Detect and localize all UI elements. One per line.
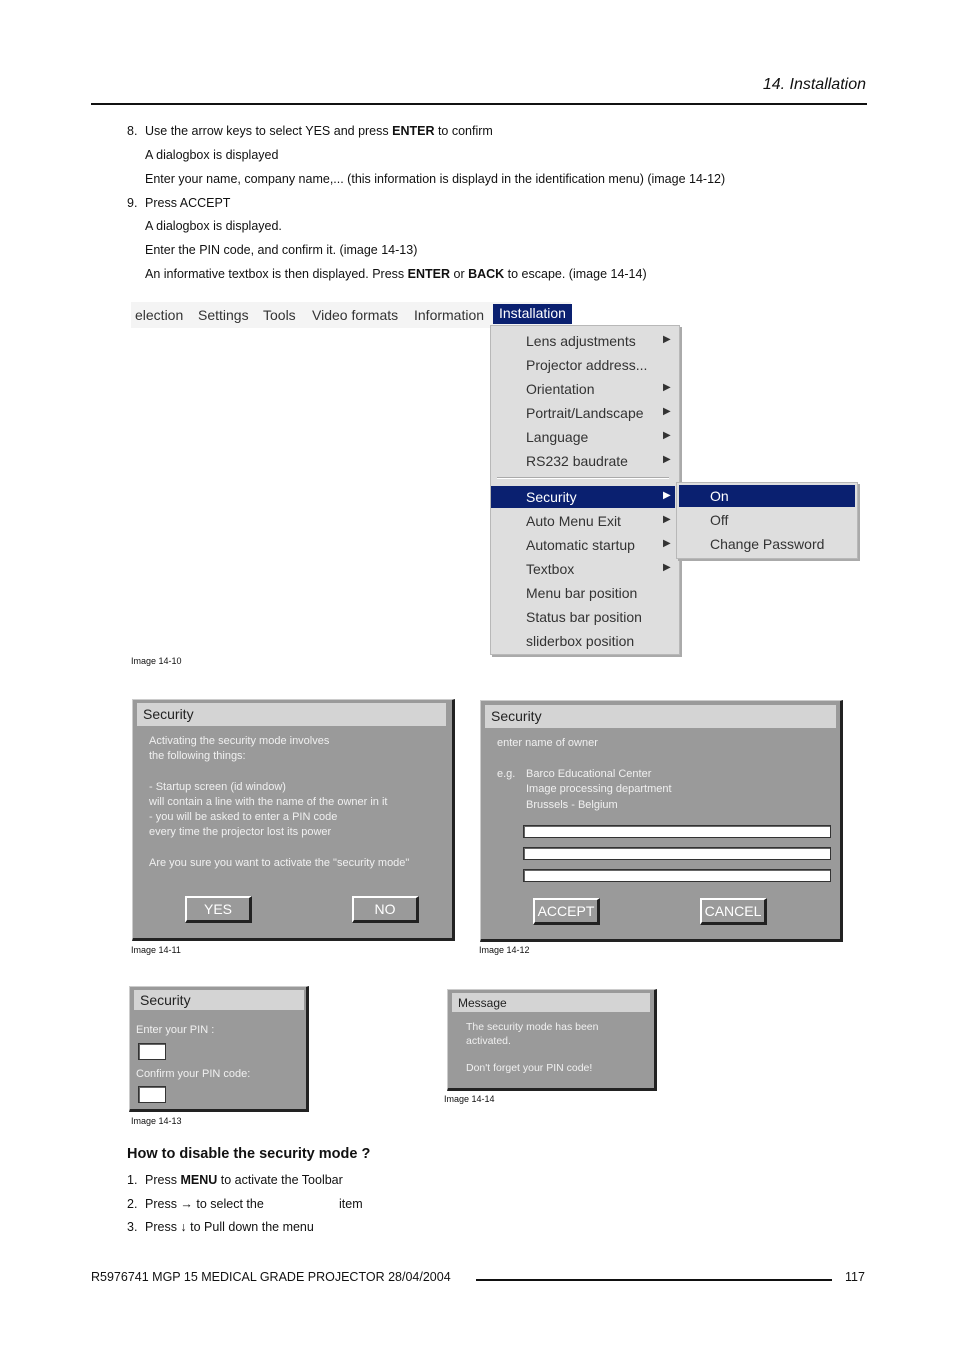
menu-option-sliderbox-position[interactable]: sliderbox position (526, 633, 635, 649)
menu-item-video-formats[interactable]: Video formats (312, 307, 399, 323)
image-caption: Image 14-11 (131, 945, 181, 955)
key-enter: ENTER (392, 124, 435, 138)
key-menu: MENU (180, 1173, 218, 1187)
menu-option-orientation[interactable]: Orientation ▶ (526, 381, 671, 397)
step-text: Use the arrow keys to select YES and press (145, 124, 393, 138)
image-caption: Image 14-14 (444, 1094, 495, 1104)
menu-item-tools[interactable]: Tools (263, 307, 296, 323)
image-caption: Image 14-10 (131, 656, 182, 666)
owner-name-field[interactable] (523, 825, 831, 838)
submenu-arrow-icon: ▶ (663, 490, 671, 501)
menu-option-auto-menu-exit[interactable]: Auto Menu Exit ▶ (526, 513, 671, 529)
submenu-arrow-icon: ▶ (663, 514, 671, 525)
example-label: e.g. (497, 768, 516, 780)
submenu-arrow-icon: ▶ (663, 406, 671, 417)
cancel-button[interactable]: CANCEL (700, 898, 767, 925)
submenu-option-on[interactable]: On (679, 485, 855, 507)
step-text: to confirm (434, 124, 493, 138)
menu-item-selection[interactable]: election (135, 307, 184, 323)
submenu-arrow-icon: ▶ (663, 334, 671, 345)
header-rule (91, 103, 867, 105)
step-text: A dialogbox is displayed. (145, 219, 282, 233)
menu-item-settings[interactable]: Settings (198, 307, 249, 323)
submenu-arrow-icon: ▶ (663, 430, 671, 441)
enter-pin-label: Enter your PIN : (136, 1024, 215, 1036)
section-title: 14. Installation (762, 76, 866, 93)
step-text: Enter your name, company name,... (this information is displayd in the identification menu) (image 14-12) (145, 172, 726, 186)
section-heading: How to disable the security mode ? (127, 1146, 371, 1162)
submenu-arrow-icon: ▶ (663, 562, 671, 573)
example-text: Barco Educational Center Image processing department Brussels - Belgium (526, 768, 672, 811)
no-button[interactable]: NO (352, 896, 419, 923)
confirm-pin-label: Confirm your PIN code: (136, 1068, 251, 1080)
owner-location-field[interactable] (523, 869, 831, 882)
yes-button[interactable]: YES (185, 896, 252, 923)
security-submenu (676, 482, 858, 559)
accept-button[interactable]: ACCEPT (533, 898, 600, 925)
security-dialog-confirm (132, 699, 455, 941)
confirm-pin-input[interactable] (138, 1086, 166, 1103)
dialog-title-bar: Security (134, 990, 304, 1010)
dialog-title-bar: Security (485, 705, 836, 728)
menu-item-information[interactable]: Information (414, 307, 485, 323)
image-caption: Image 14-12 (479, 945, 530, 955)
key-enter: ENTER (407, 267, 451, 281)
step-text: Press ACCEPT (145, 196, 231, 210)
menu-option-automatic-startup[interactable]: Automatic startup ▶ (526, 537, 671, 553)
menu-option-language[interactable]: Language ▶ (526, 429, 671, 445)
step-text: An informative textbox is then displayed. Press (145, 267, 408, 281)
menu-option-lens-adjustments[interactable]: Lens adjustments ▶ (526, 333, 671, 349)
key-back: BACK (468, 267, 505, 281)
page-number: 117 (845, 1270, 865, 1284)
message-body: The security mode has been activated. Don't forget your PIN code! (466, 1021, 599, 1074)
step-number: 9. (127, 196, 138, 210)
menu-separator (497, 477, 669, 479)
dialog-body: Activating the security mode involves the following things: - Startup screen (id window) will contain a line with the name of the owner in it - you will be asked to enter a PIN code every time the projector lost its power Are you sure you want to activate the "security mode" (149, 735, 410, 869)
owner-company-field[interactable] (523, 847, 831, 860)
submenu-arrow-icon: ▶ (663, 382, 671, 393)
owner-prompt: enter name of owner (497, 737, 598, 749)
menu-option-status-bar-position[interactable]: Status bar position (526, 609, 642, 625)
step-text: Enter the PIN code, and confirm it. (image 14-13) (145, 243, 418, 257)
footer-doc-info: R5976741 MGP 15 MEDICAL GRADE PROJECTOR 28/04/2004 (91, 1270, 451, 1284)
menu-option-security[interactable]: Security ▶ (491, 486, 675, 508)
step-number: 8. (127, 124, 138, 138)
menu-option-textbox[interactable]: Textbox ▶ (526, 561, 671, 577)
message-dialog (447, 989, 657, 1091)
submenu-arrow-icon: ▶ (663, 454, 671, 465)
dialog-title-bar: Message (452, 993, 650, 1012)
menu-option-portrait-landscape[interactable]: Portrait/Landscape ▶ (526, 405, 671, 421)
footer-rule (476, 1279, 832, 1281)
menu-option-projector-address[interactable]: Projector address... (526, 357, 648, 373)
step-text: A dialogbox is displayed (145, 148, 279, 162)
menu-item-installation[interactable]: Installation (493, 304, 572, 324)
step-text: or (450, 267, 469, 281)
installation-dropdown (490, 325, 680, 655)
security-dialog-owner (480, 700, 843, 942)
security-dialog-pin (129, 986, 309, 1112)
submenu-arrow-icon: ▶ (663, 538, 671, 549)
submenu-option-change-password[interactable]: Change Password (710, 536, 825, 552)
menu-option-rs232-baudrate[interactable]: RS232 baudrate ▶ (526, 453, 671, 469)
step-text: to escape. (image 14-14) (504, 267, 647, 281)
submenu-option-off[interactable]: Off (710, 512, 729, 528)
menu-option-menu-bar-position[interactable]: Menu bar position (526, 585, 638, 601)
dialog-title-bar: Security (137, 703, 446, 726)
pin-input[interactable] (138, 1043, 166, 1060)
image-caption: Image 14-13 (131, 1116, 182, 1126)
